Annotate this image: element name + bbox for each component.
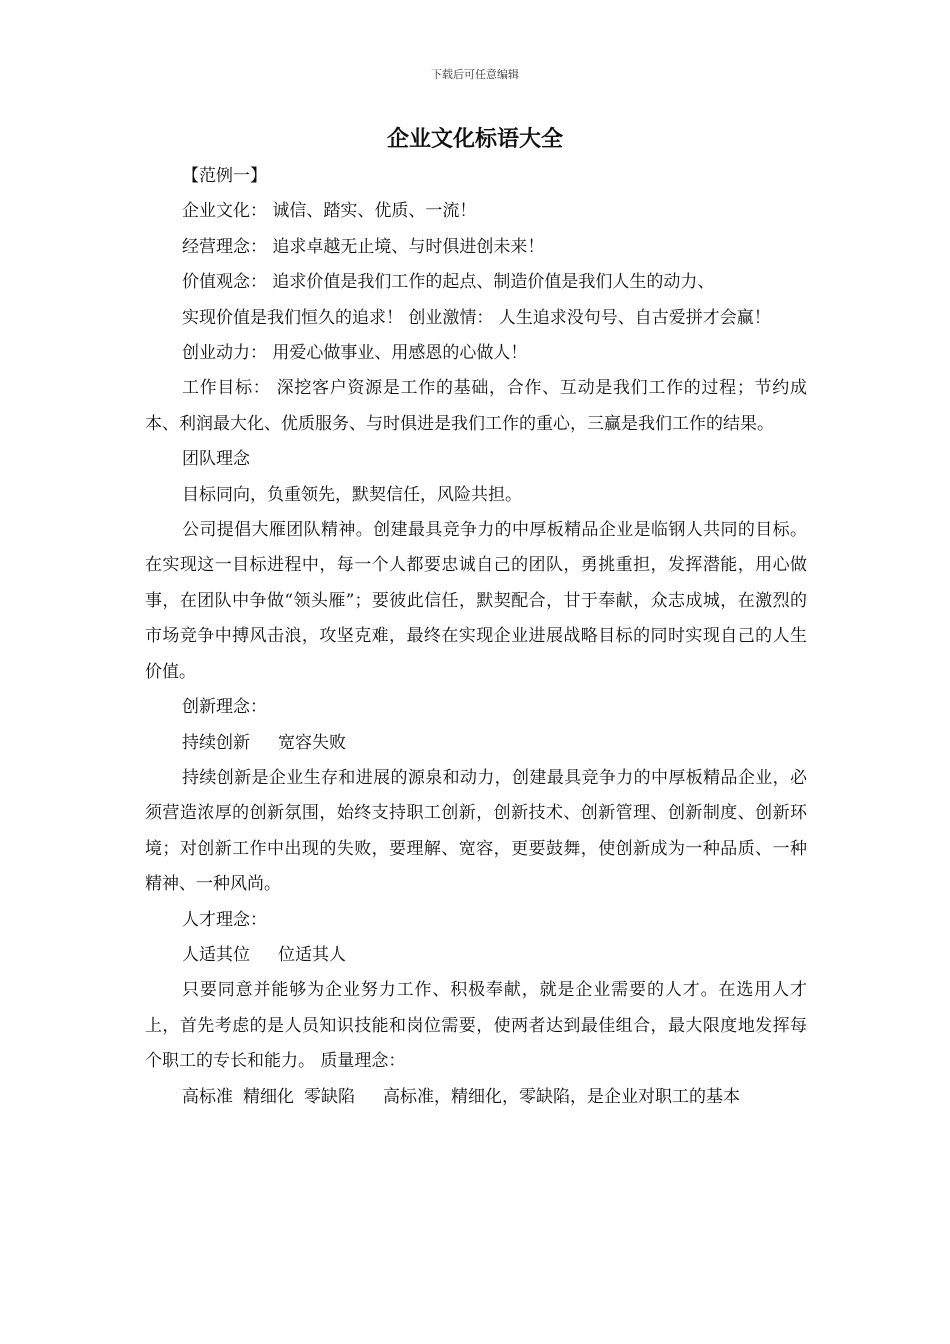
paragraph: 公司提倡大雁团队精神。创建最具竞争力的中厚板精品企业是临钢人共同的目标。在实现这一目标进程中，每一个人都要忠诚自己的团队，勇挑重担，发挥潜能，用心做事，在团队中争做“领头雁”；要彼此信任，默契配合，甘于奉献，众志成城，在激烈的市场竞争中搏风击浪，攻坚克难，最终在实现企业进展战略目标的同时实现自己的人生价值。 [145,520,807,682]
section-heading: 【范例一】 [182,166,267,186]
paragraph: 价值观念： 追求价值是我们工作的起点、制造价值是我们人生的动力、 [182,272,715,293]
motto-item: 精细化 [243,1086,294,1107]
paragraph: 经营理念： 追求卓越无止境、与时俱进创未来！ [182,236,545,257]
paragraph: 只要同意并能够为企业努力工作、积极奉献，就是企业需要的人才。在选用人才上，首先考虑的是人员知识技能和岗位需要，使两者达到最佳组合，最大限度地发挥每个职工的专长和能力。 质量理念： [145,980,807,1072]
motto-line [145,938,807,973]
paragraph: 实现价值是我们恒久的追求！ 创业激情： 人生追求没句号、自古爱拼才会赢！ [182,307,771,328]
paragraph: 持续创新是企业生存和进展的源泉和动力，创建最具竞争力的中厚板精品企业，必须营造浓厚的创新氛围，始终支持职工创新，创新技术、创新管理、创新制度、创新环境；对创新工作中出现的失败，要理解、宽容，更要鼓舞，使创新成为一种品质、一种精神、一种风尚。 [145,767,807,895]
paragraph: 企业文化： 诚信、踏实、优质、一流！ [182,201,477,222]
document-body [145,159,807,1115]
section-heading: 人才理念： [182,909,267,930]
motto-item: 零缺陷 [304,1086,355,1107]
page-header: 下载后可任意编辑 [431,68,519,81]
paragraph: 目标同向，负重领先，默契信任，风险共担。 [182,484,522,505]
paragraph: 创业动力： 用爱心做事业、用感恩的心做人！ [182,343,528,364]
motto-line [145,1080,807,1115]
motto-item: 人适其位 [182,944,250,965]
section-heading: 团队理念 [182,449,250,470]
motto-line [145,726,807,761]
motto-item: 高标准 [182,1086,233,1107]
paragraph-fragment: 高标准，精细化，零缺陷，是企业对职工的基本 [383,1086,740,1107]
motto-item: 位适其人 [278,944,346,965]
motto-item: 持续创新 [182,732,250,753]
document-title: 企业文化标语大全 [386,126,563,152]
paragraph: 工作目标： 深挖客户资源是工作的基础，合作、互动是我们工作的过程；节约成本、利润最大化、优质服务、与时俱进是我们工作的重心，三赢是我们工作的结果。 [145,378,807,434]
motto-item: 宽容失败 [278,732,346,753]
section-heading: 创新理念： [182,697,267,718]
